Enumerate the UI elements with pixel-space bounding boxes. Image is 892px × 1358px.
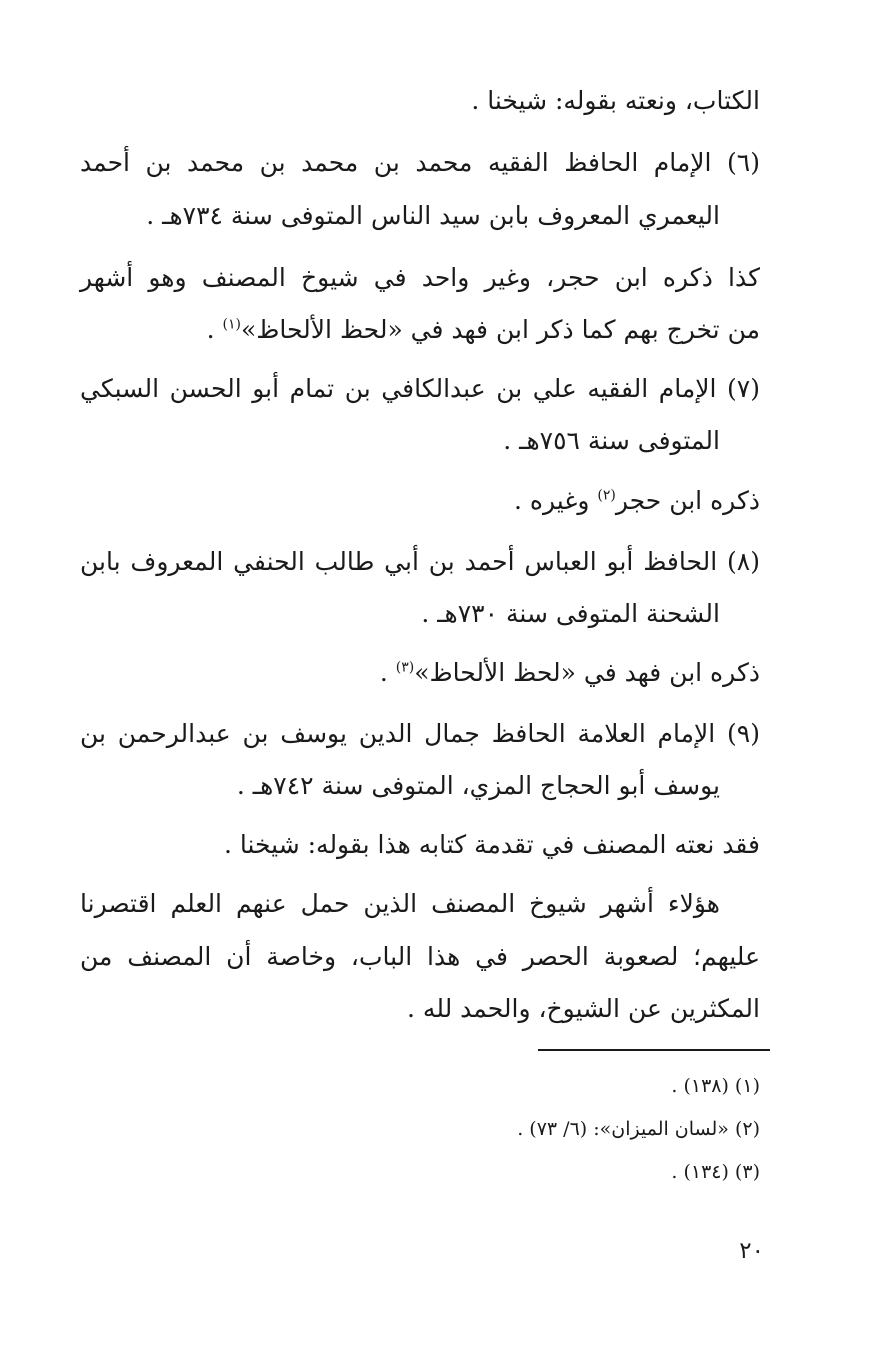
item6-note-end: . bbox=[206, 315, 223, 344]
item8-line2: الشحنة المتوفى سنة ٧٣٠هـ . bbox=[421, 599, 720, 628]
page-number: ٢٠ bbox=[739, 1238, 764, 1264]
item8-note-end: . bbox=[379, 658, 396, 687]
footnote-separator bbox=[538, 1049, 770, 1051]
footnote-ref-1: (١) bbox=[222, 316, 242, 333]
item6-line2: اليعمري المعروف بابن سيد الناس المتوفى سنة ٧٣٤هـ . bbox=[146, 201, 720, 230]
item6-note-text: من تخرج بهم كما ذكر ابن فهد في «لحظ الألحاظ» bbox=[241, 315, 760, 344]
item9-line1: (٩) الإمام العلامة الحافظ جمال الدين يوسف بن عبدالرحمن بن bbox=[80, 719, 760, 748]
item7-line2: المتوفى سنة ٧٥٦هـ . bbox=[503, 426, 720, 455]
item7-line1: (٧) الإمام الفقيه علي بن عبدالكافي بن تمام أبو الحسن السبكي bbox=[80, 374, 760, 403]
item8-line1: (٨) الحافظ أبو العباس أحمد بن أبي طالب الحنفي المعروف بابن bbox=[80, 547, 760, 576]
item6-note-line2 bbox=[207, 313, 760, 347]
intro-end-line: الكتاب، ونعته بقوله: شيخنا . bbox=[471, 86, 760, 115]
footnote-1: (١) (١٣٨) . bbox=[671, 1075, 760, 1097]
item7-note bbox=[514, 484, 760, 518]
item7-note-end: وغيره . bbox=[513, 486, 598, 515]
footnote-3: (٣) (١٣٤) . bbox=[671, 1161, 760, 1183]
item9-line2: يوسف أبو الحجاج المزي، المتوفى سنة ٧٤٢هـ . bbox=[236, 771, 720, 800]
closing-line1: هؤلاء أشهر شيوخ المصنف الذين حمل عنهم العلم اقتصرنا bbox=[80, 889, 720, 918]
closing-line2: عليهم؛ لصعوبة الحصر في هذا الباب، وخاصة أن المصنف من bbox=[80, 942, 760, 971]
closing-line3: المكثرين عن الشيوخ، والحمد لله . bbox=[407, 994, 760, 1023]
footnote-ref-2: (٢) bbox=[597, 487, 616, 504]
item9-note: فقد نعته المصنف في تقدمة كتابه هذا بقوله: شيخنا . bbox=[223, 830, 760, 859]
item8-note bbox=[380, 656, 760, 690]
item7-note-text: ذكره ابن حجر bbox=[615, 486, 760, 515]
footnote-ref-3: (٣) bbox=[395, 659, 415, 676]
footnote-2: (٢) «لسان الميزان»: (٦/ ٧٣) . bbox=[517, 1118, 760, 1140]
item8-note-text: ذكره ابن فهد في «لحظ الألحاظ» bbox=[414, 658, 760, 687]
item6-note-line1: كذا ذكره ابن حجر، وغير واحد في شيوخ المصنف وهو أشهر bbox=[80, 263, 760, 292]
item6-line1: (٦) الإمام الحافظ الفقيه محمد بن محمد بن محمد بن أحمد bbox=[80, 148, 760, 177]
